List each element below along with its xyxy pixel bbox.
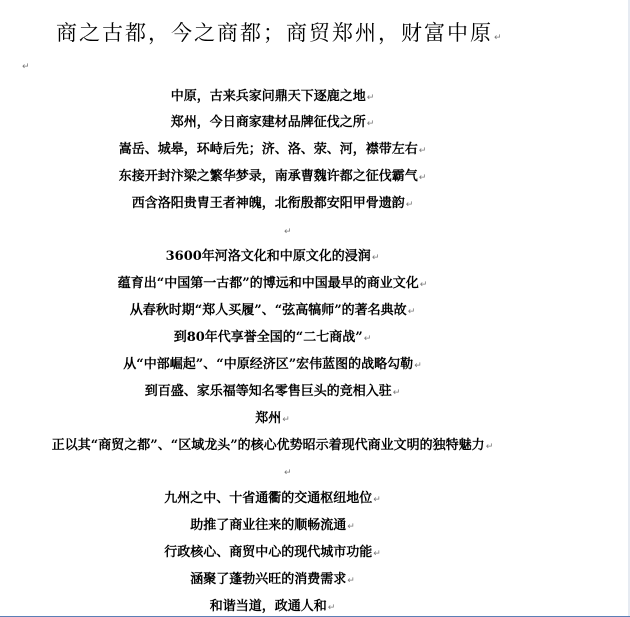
text-line: 涵聚了蓬勃兴旺的消费需求↵	[190, 572, 355, 587]
paragraph-mark-icon: ↵	[494, 33, 504, 43]
paragraph-mark-icon: ↵	[373, 495, 381, 505]
paragraph-mark-icon: ↵	[366, 93, 375, 103]
paragraph-mark-icon: ↵	[373, 549, 381, 559]
text-line: 从“中部崛起”、“中原经济区”宏伟蓝图的战略勾勒↵	[123, 357, 422, 372]
text-line: 正以其“商贸之都”、“区域龙头”的核心优势昭示着现代商业文明的独特魅力↵	[51, 438, 494, 453]
paragraph-mark-icon: ↵	[371, 253, 380, 263]
paragraph-mark-icon: ↵	[407, 307, 416, 317]
paragraph-mark-icon: ↵	[363, 334, 372, 344]
paragraph-mark-icon: ↵	[366, 119, 375, 129]
text-line: 行政核心、商贸中心的现代城市功能↵	[164, 545, 381, 560]
text-line: 嵩岳、城皋，环峙后先；济、洛、荥、河，襟带左右↵	[118, 142, 427, 157]
paragraph-mark-icon: ↵	[392, 388, 401, 398]
text-line: 蕴育出“中国第一古都”的博远和中国最早的商业文化↵	[117, 276, 428, 291]
text-line: 和谐当道，政通人和↵	[209, 599, 336, 614]
paragraph-mark-icon: ↵	[327, 603, 336, 613]
text-line: 郑州，今日商家建材品牌征伐之所↵	[170, 115, 375, 130]
text-line: 从春秋时期“郑人买履”、“弦高犒师”的著名典故↵	[129, 303, 416, 318]
paragraph-mark-icon: ↵	[419, 280, 428, 290]
text-line: 助推了商业往来的顺畅流通↵	[190, 518, 355, 533]
paragraph-mark-icon: ↵	[418, 146, 427, 156]
text-line: 3600年河洛文化和中原文化的浸润↵	[165, 249, 380, 264]
paragraph-mark-icon: ↵	[347, 522, 355, 532]
paragraph-mark-icon: ↵	[22, 62, 30, 72]
text-line: 到80年代享誉全国的“二七商战”↵	[173, 330, 372, 345]
paragraph-mark-icon: ↵	[405, 200, 414, 210]
text-line: 西含洛阳贵胄王者神魄，北衔殷都安阳甲骨遗韵↵	[131, 196, 414, 211]
text-line: 东接开封汴梁之繁华梦录，南承曹魏许都之征伐霸气↵	[118, 169, 427, 184]
paragraph-mark-icon: ↵	[284, 468, 292, 478]
document-title: 商之古都，今之商都；商贸郑州，财富中原↵	[56, 21, 504, 45]
text-line: 中原，古来兵家问鼎天下逐鹿之地↵	[170, 89, 375, 104]
paragraph-mark-icon: ↵	[485, 442, 494, 452]
paragraph-mark-icon: ↵	[282, 415, 290, 425]
paragraph-mark-icon: ↵	[284, 227, 292, 237]
paragraph-mark-icon: ↵	[414, 361, 422, 371]
text-line: 到百盛、家乐福等知名零售巨头的竞相入驻↵	[144, 384, 401, 399]
paragraph-mark-icon: ↵	[418, 173, 427, 183]
paragraph-mark-icon: ↵	[347, 576, 355, 586]
text-line: 郑州↵	[255, 411, 290, 426]
text-line: 九州之中、十省通衢的交通枢纽地位↵	[164, 491, 381, 506]
